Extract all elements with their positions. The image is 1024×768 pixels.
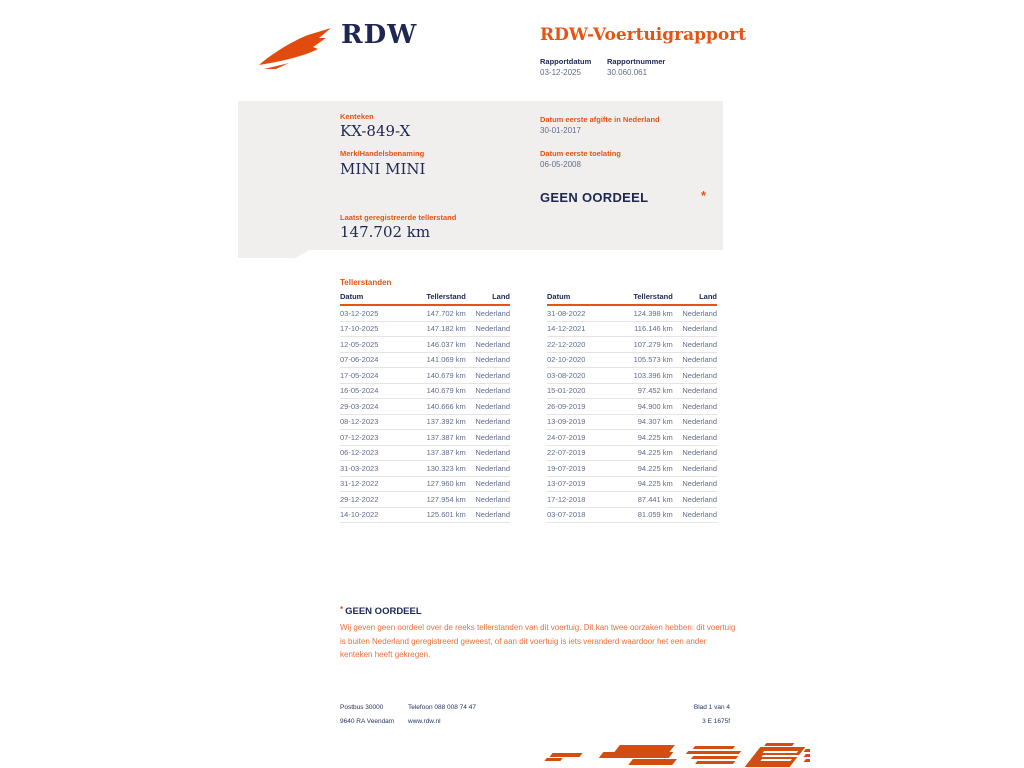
cell-datum: 08-12-2023 bbox=[340, 414, 398, 430]
cell-land: Nederland bbox=[466, 305, 510, 321]
cell-land: Nederland bbox=[673, 507, 717, 523]
cell-datum: 17-10-2025 bbox=[340, 321, 398, 337]
table-row bbox=[547, 507, 717, 523]
table-row bbox=[547, 414, 717, 430]
rdw-wing-logo-icon bbox=[256, 26, 334, 70]
footer-address-line1: Postbus 30000 bbox=[340, 704, 384, 711]
footer-pagination bbox=[600, 701, 730, 728]
cell-tellerstand: 97.452 km bbox=[605, 383, 673, 399]
tellerstanden-table-left bbox=[340, 290, 510, 523]
cell-land: Nederland bbox=[466, 399, 510, 415]
table-row bbox=[547, 383, 717, 399]
cell-tellerstand: 137.387 km bbox=[398, 445, 466, 461]
table-row bbox=[547, 430, 717, 446]
cell-datum: 03-12-2025 bbox=[340, 305, 398, 321]
cell-land: Nederland bbox=[673, 476, 717, 492]
cell-tellerstand: 94.900 km bbox=[605, 399, 673, 415]
tellerstanden-table-right bbox=[547, 290, 717, 523]
rdw-logo-text: RDW bbox=[341, 20, 418, 50]
cell-land: Nederland bbox=[466, 476, 510, 492]
cell-tellerstand: 141.069 km bbox=[398, 352, 466, 368]
cell-tellerstand: 103.396 km bbox=[605, 368, 673, 384]
cell-datum: 16-05-2024 bbox=[340, 383, 398, 399]
cell-tellerstand: 125.601 km bbox=[398, 507, 466, 523]
cell-datum: 15-01-2020 bbox=[547, 383, 605, 399]
cell-land: Nederland bbox=[673, 305, 717, 321]
table-row bbox=[340, 352, 510, 368]
column-header-tellerstand: Tellerstand bbox=[605, 290, 673, 305]
cell-land: Nederland bbox=[673, 383, 717, 399]
cell-tellerstand: 116.146 km bbox=[605, 321, 673, 337]
cell-tellerstand: 94.225 km bbox=[605, 445, 673, 461]
cell-datum: 12-05-2025 bbox=[340, 337, 398, 353]
cell-tellerstand: 105.573 km bbox=[605, 352, 673, 368]
footer-website: www.rdw.nl bbox=[408, 717, 441, 725]
cell-datum: 03-07-2018 bbox=[547, 507, 605, 523]
table-row bbox=[340, 476, 510, 492]
table-row bbox=[547, 476, 717, 492]
cell-datum: 03-08-2020 bbox=[547, 368, 605, 384]
laatste-tellerstand-label: Laatst geregistreerde tellerstand bbox=[340, 213, 457, 222]
merk-label: Merk/Handelsbenaming bbox=[340, 149, 425, 158]
table-row bbox=[340, 337, 510, 353]
cell-datum: 19-07-2019 bbox=[547, 461, 605, 477]
cell-land: Nederland bbox=[466, 337, 510, 353]
table-row bbox=[340, 445, 510, 461]
report-number-label: Rapportnummer bbox=[607, 57, 666, 66]
oordeel-asterisk: * bbox=[701, 188, 707, 203]
cell-land: Nederland bbox=[673, 352, 717, 368]
column-header-datum: Datum bbox=[340, 290, 398, 305]
cell-tellerstand: 140.679 km bbox=[398, 383, 466, 399]
kenteken-label: Kenteken bbox=[340, 112, 374, 121]
table-row bbox=[547, 445, 717, 461]
table-header-row bbox=[340, 290, 510, 305]
footnote-title: GEEN OORDEEL bbox=[345, 606, 422, 617]
cell-datum: 22-07-2019 bbox=[547, 445, 605, 461]
column-header-datum: Datum bbox=[547, 290, 605, 305]
cell-land: Nederland bbox=[466, 430, 510, 446]
footer-address-line2: 9640 RA Veendam bbox=[340, 717, 395, 725]
cell-tellerstand: 130.323 km bbox=[398, 461, 466, 477]
table-row bbox=[547, 399, 717, 415]
column-header-land: Land bbox=[673, 290, 717, 305]
cell-datum: 07-12-2023 bbox=[340, 430, 398, 446]
cell-datum: 14-10-2022 bbox=[340, 507, 398, 523]
report-date-label: Rapportdatum bbox=[540, 57, 592, 66]
cell-land: Nederland bbox=[466, 368, 510, 384]
cell-land: Nederland bbox=[673, 399, 717, 415]
cell-tellerstand: 140.666 km bbox=[398, 399, 466, 415]
cell-tellerstand: 147.702 km bbox=[398, 305, 466, 321]
report-number-value: 30.060.061 bbox=[607, 68, 648, 77]
cell-land: Nederland bbox=[466, 445, 510, 461]
kenteken-value: KX-849-X bbox=[340, 122, 411, 140]
cell-tellerstand: 137.387 km bbox=[398, 430, 466, 446]
tellerstanden-title: Tellerstanden bbox=[340, 278, 392, 287]
cell-datum: 29-12-2022 bbox=[340, 492, 398, 508]
oordeel-status: GEEN OORDEEL bbox=[540, 190, 649, 205]
cell-tellerstand: 127.954 km bbox=[398, 492, 466, 508]
cell-land: Nederland bbox=[466, 321, 510, 337]
cell-tellerstand: 124.398 km bbox=[605, 305, 673, 321]
page-title: RDW-Voertuigrapport bbox=[540, 25, 747, 45]
cell-datum: 02-10-2020 bbox=[547, 352, 605, 368]
speed-stripes-graphic bbox=[544, 741, 810, 768]
cell-tellerstand: 94.307 km bbox=[605, 414, 673, 430]
column-header-tellerstand: Tellerstand bbox=[398, 290, 466, 305]
cell-tellerstand: 107.279 km bbox=[605, 337, 673, 353]
table-row bbox=[340, 368, 510, 384]
cell-datum: 29-03-2024 bbox=[340, 399, 398, 415]
table-row bbox=[547, 461, 717, 477]
cell-datum: 22-12-2020 bbox=[547, 337, 605, 353]
cell-datum: 17-12-2018 bbox=[547, 492, 605, 508]
cell-datum: 14-12-2021 bbox=[547, 321, 605, 337]
cell-land: Nederland bbox=[466, 461, 510, 477]
footer-form-code: 3 E 1675f bbox=[702, 717, 730, 725]
table-row bbox=[547, 492, 717, 508]
table-row bbox=[340, 492, 510, 508]
cell-tellerstand: 94.225 km bbox=[605, 476, 673, 492]
table-row bbox=[340, 414, 510, 430]
table-row bbox=[340, 430, 510, 446]
footnote-text: Wij geven geen oordeel over de reeks tellerstanden van dit voertuig. Dit kan twee oorzaken hebben: dit voertuig is buiten Nederland geregistreerd geweest, of aan dit voertuig is iets veranderd waardoor het een ander kenteken heeft gekregen. bbox=[340, 623, 736, 659]
cell-land: Nederland bbox=[673, 492, 717, 508]
cell-tellerstand: 94.225 km bbox=[605, 430, 673, 446]
cell-land: Nederland bbox=[466, 352, 510, 368]
cell-land: Nederland bbox=[673, 445, 717, 461]
eerste-toelating-label: Datum eerste toelating bbox=[540, 149, 621, 158]
footer-phone: Telefoon 088 008 74 47 bbox=[408, 704, 476, 711]
cell-tellerstand: 81.059 km bbox=[605, 507, 673, 523]
table-row bbox=[547, 352, 717, 368]
eerste-afgifte-label: Datum eerste afgifte in Nederland bbox=[540, 115, 660, 124]
report-date-value: 03-12-2025 bbox=[540, 68, 581, 77]
cell-datum: 31-12-2022 bbox=[340, 476, 398, 492]
cell-land: Nederland bbox=[466, 492, 510, 508]
cell-tellerstand: 137.392 km bbox=[398, 414, 466, 430]
cell-tellerstand: 147.182 km bbox=[398, 321, 466, 337]
footer-page-indicator: Blad 1 van 4 bbox=[693, 704, 730, 711]
table-row bbox=[340, 305, 510, 321]
cell-tellerstand: 146.037 km bbox=[398, 337, 466, 353]
cell-datum: 26-09-2019 bbox=[547, 399, 605, 415]
table-row bbox=[340, 399, 510, 415]
table-row bbox=[340, 383, 510, 399]
cell-datum: 07-06-2024 bbox=[340, 352, 398, 368]
cell-datum: 17-05-2024 bbox=[340, 368, 398, 384]
vehicle-summary-box bbox=[238, 101, 723, 258]
table-header-row bbox=[547, 290, 717, 305]
cell-land: Nederland bbox=[673, 337, 717, 353]
table-row bbox=[547, 368, 717, 384]
cell-land: Nederland bbox=[673, 368, 717, 384]
table-row bbox=[547, 321, 717, 337]
footer-contact bbox=[408, 701, 476, 728]
cell-datum: 31-08-2022 bbox=[547, 305, 605, 321]
laatste-tellerstand-value: 147.702 km bbox=[340, 223, 431, 241]
merk-value: MINI MINI bbox=[340, 160, 426, 178]
table-row bbox=[547, 337, 717, 353]
cell-tellerstand: 140.679 km bbox=[398, 368, 466, 384]
table-row bbox=[547, 305, 717, 321]
footer-address bbox=[340, 701, 394, 728]
cell-land: Nederland bbox=[673, 414, 717, 430]
cell-land: Nederland bbox=[466, 383, 510, 399]
cell-datum: 24-07-2019 bbox=[547, 430, 605, 446]
eerste-toelating-value: 06-05-2008 bbox=[540, 160, 581, 169]
cell-land: Nederland bbox=[673, 461, 717, 477]
column-header-land: Land bbox=[466, 290, 510, 305]
cell-land: Nederland bbox=[673, 430, 717, 446]
cell-datum: 31-03-2023 bbox=[340, 461, 398, 477]
cell-datum: 13-09-2019 bbox=[547, 414, 605, 430]
cell-land: Nederland bbox=[466, 507, 510, 523]
cell-land: Nederland bbox=[673, 321, 717, 337]
eerste-afgifte-value: 30-01-2017 bbox=[540, 126, 581, 135]
footnote-asterisk: * bbox=[340, 605, 344, 614]
table-row bbox=[340, 321, 510, 337]
cell-land: Nederland bbox=[466, 414, 510, 430]
cell-tellerstand: 94.225 km bbox=[605, 461, 673, 477]
cell-datum: 06-12-2023 bbox=[340, 445, 398, 461]
footnote-heading bbox=[340, 605, 422, 617]
cell-tellerstand: 127.960 km bbox=[398, 476, 466, 492]
table-row bbox=[340, 507, 510, 523]
cell-datum: 13-07-2019 bbox=[547, 476, 605, 492]
cell-tellerstand: 87.441 km bbox=[605, 492, 673, 508]
table-row bbox=[340, 461, 510, 477]
